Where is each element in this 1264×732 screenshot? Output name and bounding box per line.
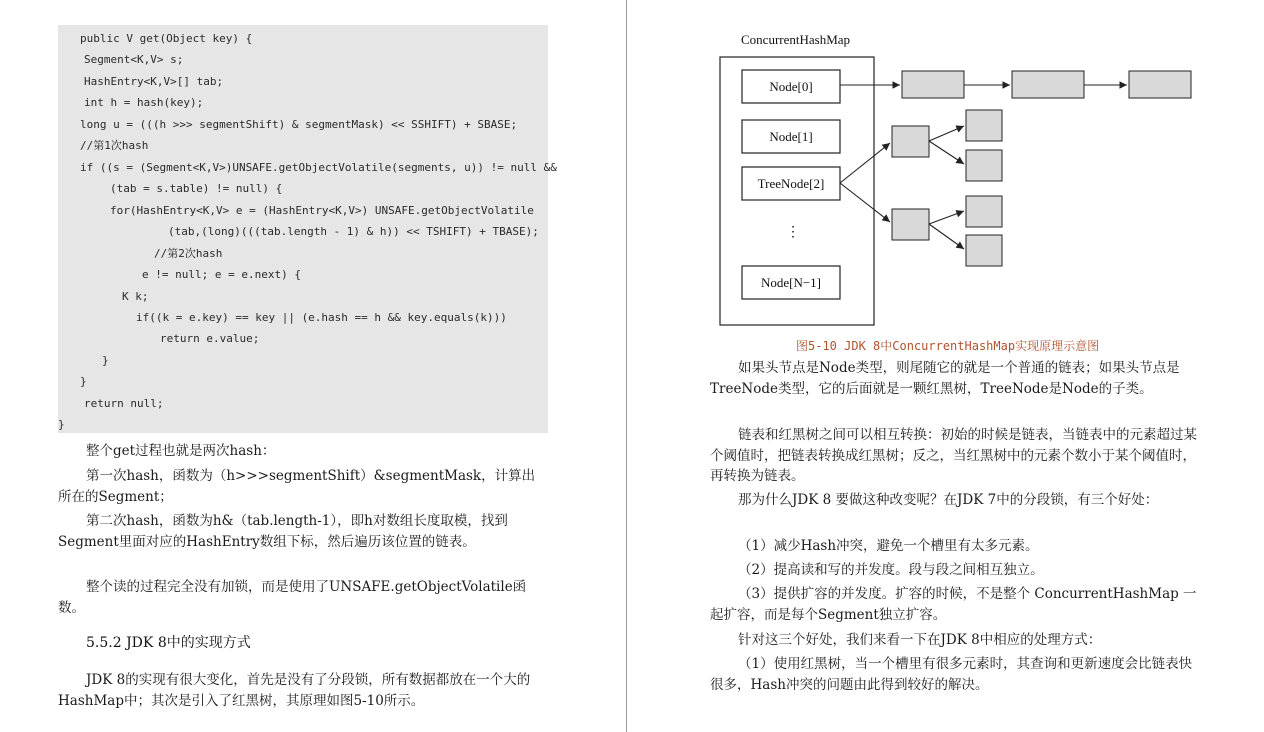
node-label: Node[0] — [769, 79, 813, 94]
arrow — [929, 211, 964, 224]
tree-node — [892, 209, 929, 240]
code-line: HashEntry<K,V>[] tab; — [84, 75, 224, 88]
paragraph: （2）提高读和写的并发度。段与段之间相互独立。 — [738, 562, 1044, 578]
tree-node — [966, 150, 1002, 181]
figure-caption: 图5-10 JDK 8中ConcurrentHashMap实现原理示意图 — [796, 339, 1100, 353]
code-line: e != null; e = e.next) { — [142, 268, 301, 281]
tree-node — [966, 110, 1002, 141]
code-line: public V get(Object key) { — [80, 32, 253, 45]
paragraph: 那为什么JDK 8 要做这种改变呢？在JDK 7中的分段锁，有三个好处： — [738, 492, 1159, 508]
code-line: if((k = e.key) == key || (e.hash == h && key.equals(k))) — [136, 311, 507, 324]
code-line: } — [58, 418, 65, 431]
paragraph: 第二次hash，函数为h&（tab.length-1），即h对数组长度取模，找到Segment里面对应的HashEntry数组下标，然后遍历该位置的链表。 — [58, 513, 508, 550]
code-line: //第2次hash — [154, 247, 223, 260]
tree-node — [966, 235, 1002, 266]
list-node — [1129, 71, 1191, 98]
paragraph: 如果头节点是Node类型，则尾随它的就是一个普通的链表；如果头节点是TreeNode类型，它的后面就是一颗红黑树，TreeNode是Node的子类。 — [710, 360, 1180, 397]
arrow — [929, 141, 964, 164]
paragraph: JDK 8的实现有很大变化，首先是没有了分段锁，所有数据都放在一个大的HashMap中；其次是引入了红黑树，其原理如图5-10所示。 — [58, 672, 531, 709]
paragraph: （3）提供扩容的并发度。扩容的时候，不是整个 ConcurrentHashMap 一起扩容，而是每个Segment独立扩容。 — [710, 586, 1197, 623]
ellipsis: ⋮ — [786, 225, 800, 240]
code-block — [58, 25, 557, 433]
code-line: } — [80, 375, 87, 388]
code-line: (tab,(long)(((tab.length - 1) & h)) << TSHIFT) + TBASE); — [168, 225, 539, 238]
code-line: Segment<K,V> s; — [84, 53, 184, 66]
code-line: return e.value; — [160, 332, 260, 345]
code-line: K k; — [122, 290, 149, 303]
arrow — [929, 224, 964, 249]
diagram-title: ConcurrentHashMap — [741, 32, 851, 47]
arrow — [929, 126, 964, 141]
code-line: long u = (((h >>> segmentShift) & segmentMask) << SSHIFT) + SBASE; — [80, 118, 518, 131]
code-line: //第1次hash — [80, 139, 149, 152]
node-label: Node[1] — [769, 129, 813, 144]
paragraph: （1）减少Hash冲突，避免一个槽里有太多元素。 — [738, 538, 1039, 554]
node-label: TreeNode[2] — [757, 176, 825, 191]
code-line: if ((s = (Segment<K,V>)UNSAFE.getObjectVolatile(segments, u)) != null && — [80, 161, 557, 174]
paragraph: 整个get过程也就是两次hash： — [86, 443, 276, 459]
paragraph: 针对这三个好处，我们来看一下在JDK 8中相应的处理方式： — [738, 632, 1102, 648]
paragraph: （1）使用红黑树，当一个槽里有很多元素时，其查询和更新速度会比链表快很多，Hash冲突的问题由此得到较好的解决。 — [710, 656, 1193, 693]
page-divider — [626, 0, 627, 732]
code-line: for(HashEntry<K,V> e = (HashEntry<K,V>) UNSAFE.getObjectVolatile — [110, 204, 534, 217]
code-line: int h = hash(key); — [84, 96, 204, 109]
section-heading: 5.5.2 JDK 8中的实现方式 — [86, 635, 251, 651]
paragraph: 第一次hash，函数为（h>>>segmentShift）&segmentMask，计算出所在的Segment； — [58, 468, 536, 505]
list-node — [902, 71, 964, 98]
paragraph: 链表和红黑树之间可以相互转换：初始的时候是链表，当链表中的元素超过某个阈值时，把链表转换成红黑树；反之，当红黑树中的元素个数小于某个阈值时，再转换为链表。 — [710, 427, 1197, 484]
paragraph: 整个读的过程完全没有加锁，而是使用了UNSAFE.getObjectVolatile函数。 — [58, 579, 527, 616]
node-label: Node[N−1] — [760, 275, 822, 290]
code-line: return null; — [84, 397, 164, 410]
code-line: (tab = s.table) != null) { — [110, 182, 283, 195]
tree-node — [966, 196, 1002, 227]
code-line: } — [102, 354, 109, 367]
list-node — [1012, 71, 1084, 98]
tree-node — [892, 126, 929, 157]
concurrenthashmap-diagram — [628, 0, 1264, 340]
right-page — [628, 0, 1264, 732]
left-page — [0, 0, 626, 732]
